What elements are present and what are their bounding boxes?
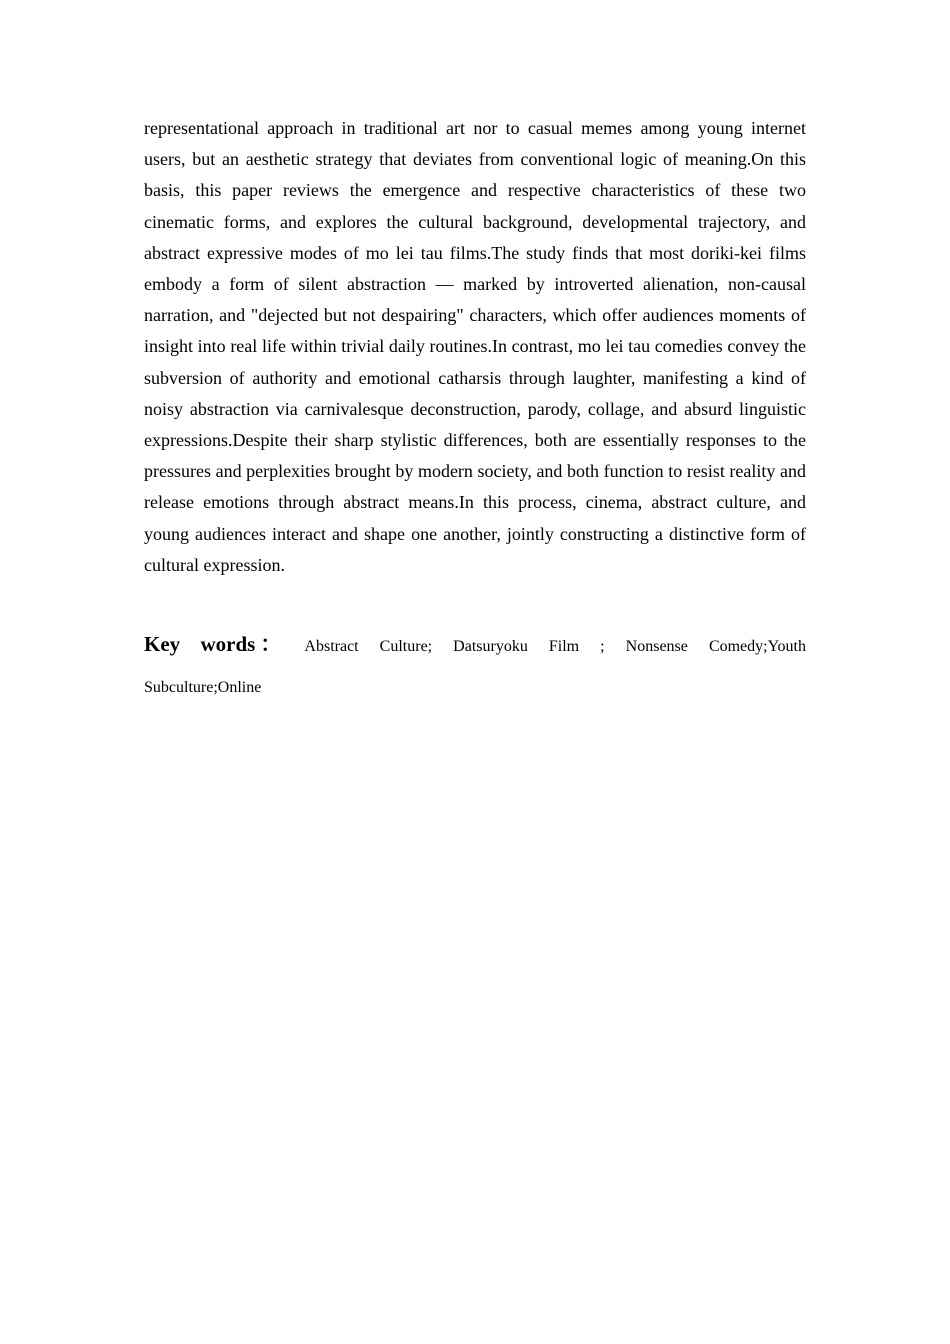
abstract-paragraph: representational approach in traditional art nor to casual memes among young internet users, but an aesthetic strategy that deviates from conventional logic of meaning.On this basis, this paper reviews the emergence and respective characteristics of these two cinematic forms, and explores the cultural background, developmental trajectory, and abstract expressive modes of mo lei tau films.The study finds that most doriki-kei films embody a form of silent abstraction — marked by introverted alienation, non-causal narration, and "dejected but not despairing" characters, which offer audiences moments of insight into real life within trivial daily routines.In contrast, mo lei tau comedies convey the subversion of authority and emotional catharsis through laughter, manifesting a kind of noisy abstraction via carnivalesque deconstruction, parody, collage, and absurd linguistic expressions.Despite their sharp stylistic differences, both are essentially responses to the pressures and perplexities brought by modern society, and both function to resist reality and release emotions through abstract means.In this process, cinema, abstract culture, and young audiences interact and shape one another, jointly constructing a distinctive form of cultural expression. — [144, 118, 806, 575]
keywords-value: Abstract Culture; Datsuryoku Film ; Nonsense Comedy;Youth Subculture;Online — [144, 638, 807, 697]
keywords-label: Key words： — [144, 632, 287, 657]
keywords-line — [144, 624, 806, 708]
page-content — [144, 113, 806, 708]
